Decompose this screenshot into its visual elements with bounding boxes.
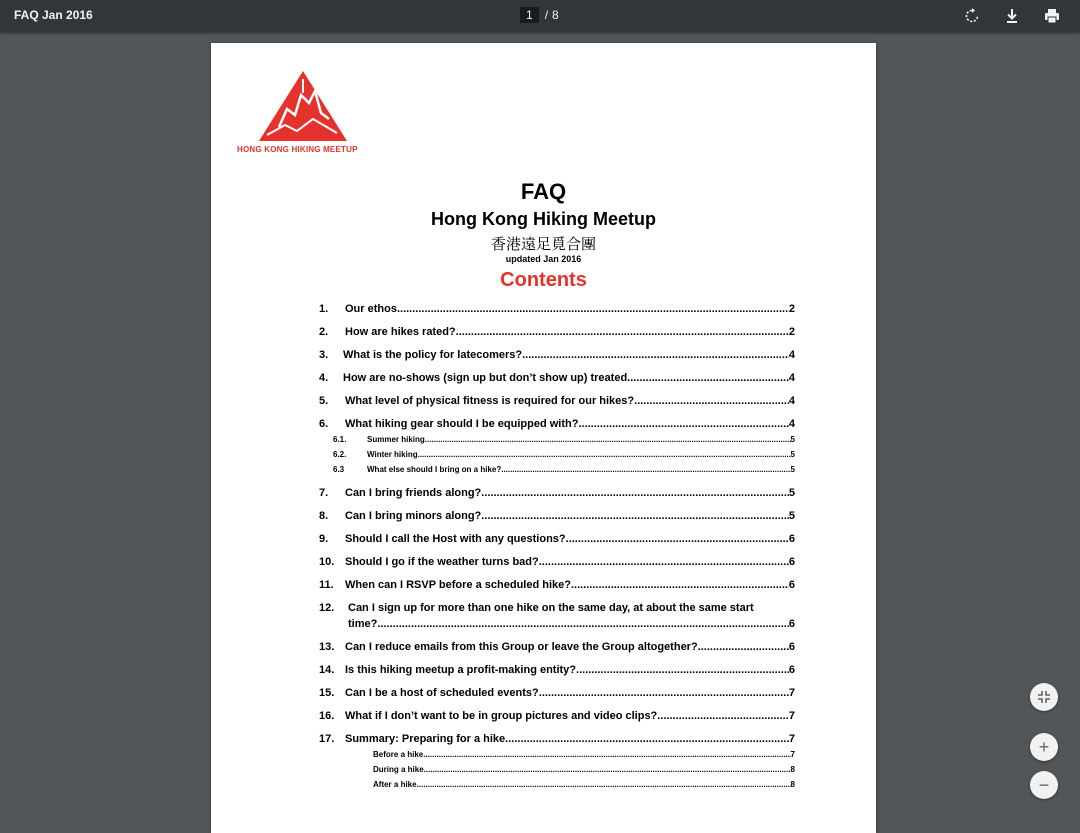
logo-text: HONG KONG HIKING MEETUP: [237, 145, 358, 154]
contents-heading: Contents: [500, 269, 587, 291]
zoom-out-button[interactable]: −: [1030, 771, 1058, 799]
fit-page-button[interactable]: [1030, 683, 1058, 711]
toc-entry[interactable]: 6. What hiking gear should I be equipped with? ..... 4: [319, 418, 795, 430]
toc-entry[interactable]: 5. What level of physical fitness is required for our hikes? ..... 4: [319, 395, 795, 407]
toc-entry[interactable]: 4. How are no-shows (sign up but don’t show up) treated ..... 4: [319, 372, 795, 384]
org-name: Hong Kong Hiking Meetup: [431, 209, 656, 229]
page-separator: /: [544, 8, 549, 22]
updated-date: updated Jan 2016: [505, 254, 582, 264]
toc-subentry[interactable]: 6.1. Summer hiking ..... 5: [333, 435, 795, 444]
page-title: FAQ: [520, 179, 567, 204]
toc-entry[interactable]: 14. Is this hiking meetup a profit-making entity? ..... 6: [319, 664, 795, 676]
toc-entry[interactable]: 9. Should I call the Host with any questions? ..... 6: [319, 533, 795, 545]
toc-entry[interactable]: 17. Summary: Preparing for a hike ..... 7: [319, 733, 795, 745]
toc-entry[interactable]: 2. How are hikes rated? ..... 2: [319, 326, 795, 338]
print-icon[interactable]: [1043, 7, 1061, 25]
hiking-meetup-logo: [237, 69, 377, 154]
current-page-input[interactable]: 1: [520, 7, 539, 23]
zoom-in-button[interactable]: +: [1030, 733, 1058, 761]
toc-entry[interactable]: 8. Can I bring minors along? ..... 5: [319, 510, 795, 522]
pdf-toolbar: [0, 0, 1080, 32]
document-title: FAQ Jan 2016: [14, 8, 93, 22]
toc-subentry[interactable]: After a hike ..... 8: [373, 780, 795, 789]
download-icon[interactable]: [1003, 7, 1021, 25]
toc-entry[interactable]: 1. Our ethos ..... 2: [319, 303, 795, 315]
toc-entry[interactable]: 3. What is the policy for latecomers? ..... 4: [319, 349, 795, 361]
page-indicator: [520, 7, 559, 23]
fit-page-icon: [1037, 690, 1051, 704]
chinese-name: 香港遠足覓合團: [490, 236, 596, 253]
toc-entry[interactable]: 13. Can I reduce emails from this Group or leave the Group altogether? ..... 6: [319, 641, 795, 653]
rotate-icon[interactable]: [963, 7, 981, 25]
toc-entry-line2[interactable]: time? ..... 6: [348, 618, 795, 630]
toc-entry-line1[interactable]: 12. Can I sign up for more than one hike on the same day, at about the same start: [319, 602, 754, 614]
toc-subentry[interactable]: 6.3 What else should I bring on a hike? ..... 5: [333, 465, 795, 474]
toc-subentry[interactable]: During a hike ..... 8: [373, 765, 795, 774]
toc-entry[interactable]: 16. What if I don’t want to be in group pictures and video clips? ..... 7: [319, 710, 795, 722]
total-pages: 8: [552, 8, 559, 22]
toc-entry[interactable]: 10. Should I go if the weather turns bad? ..... 6: [319, 556, 795, 568]
document-page: [211, 43, 876, 833]
toc-subentry[interactable]: 6.2. Winter hiking ..... 5: [333, 450, 795, 459]
mountain-logo-icon: [257, 69, 349, 143]
toc-entry[interactable]: 7. Can I bring friends along? ..... 5: [319, 487, 795, 499]
toc-subentry[interactable]: Before a hike ..... 7: [373, 750, 795, 759]
toc-entry[interactable]: 15. Can I be a host of scheduled events? ..... 7: [319, 687, 795, 699]
toc-entry[interactable]: 11. When can I RSVP before a scheduled hike? ..... 6: [319, 579, 795, 591]
